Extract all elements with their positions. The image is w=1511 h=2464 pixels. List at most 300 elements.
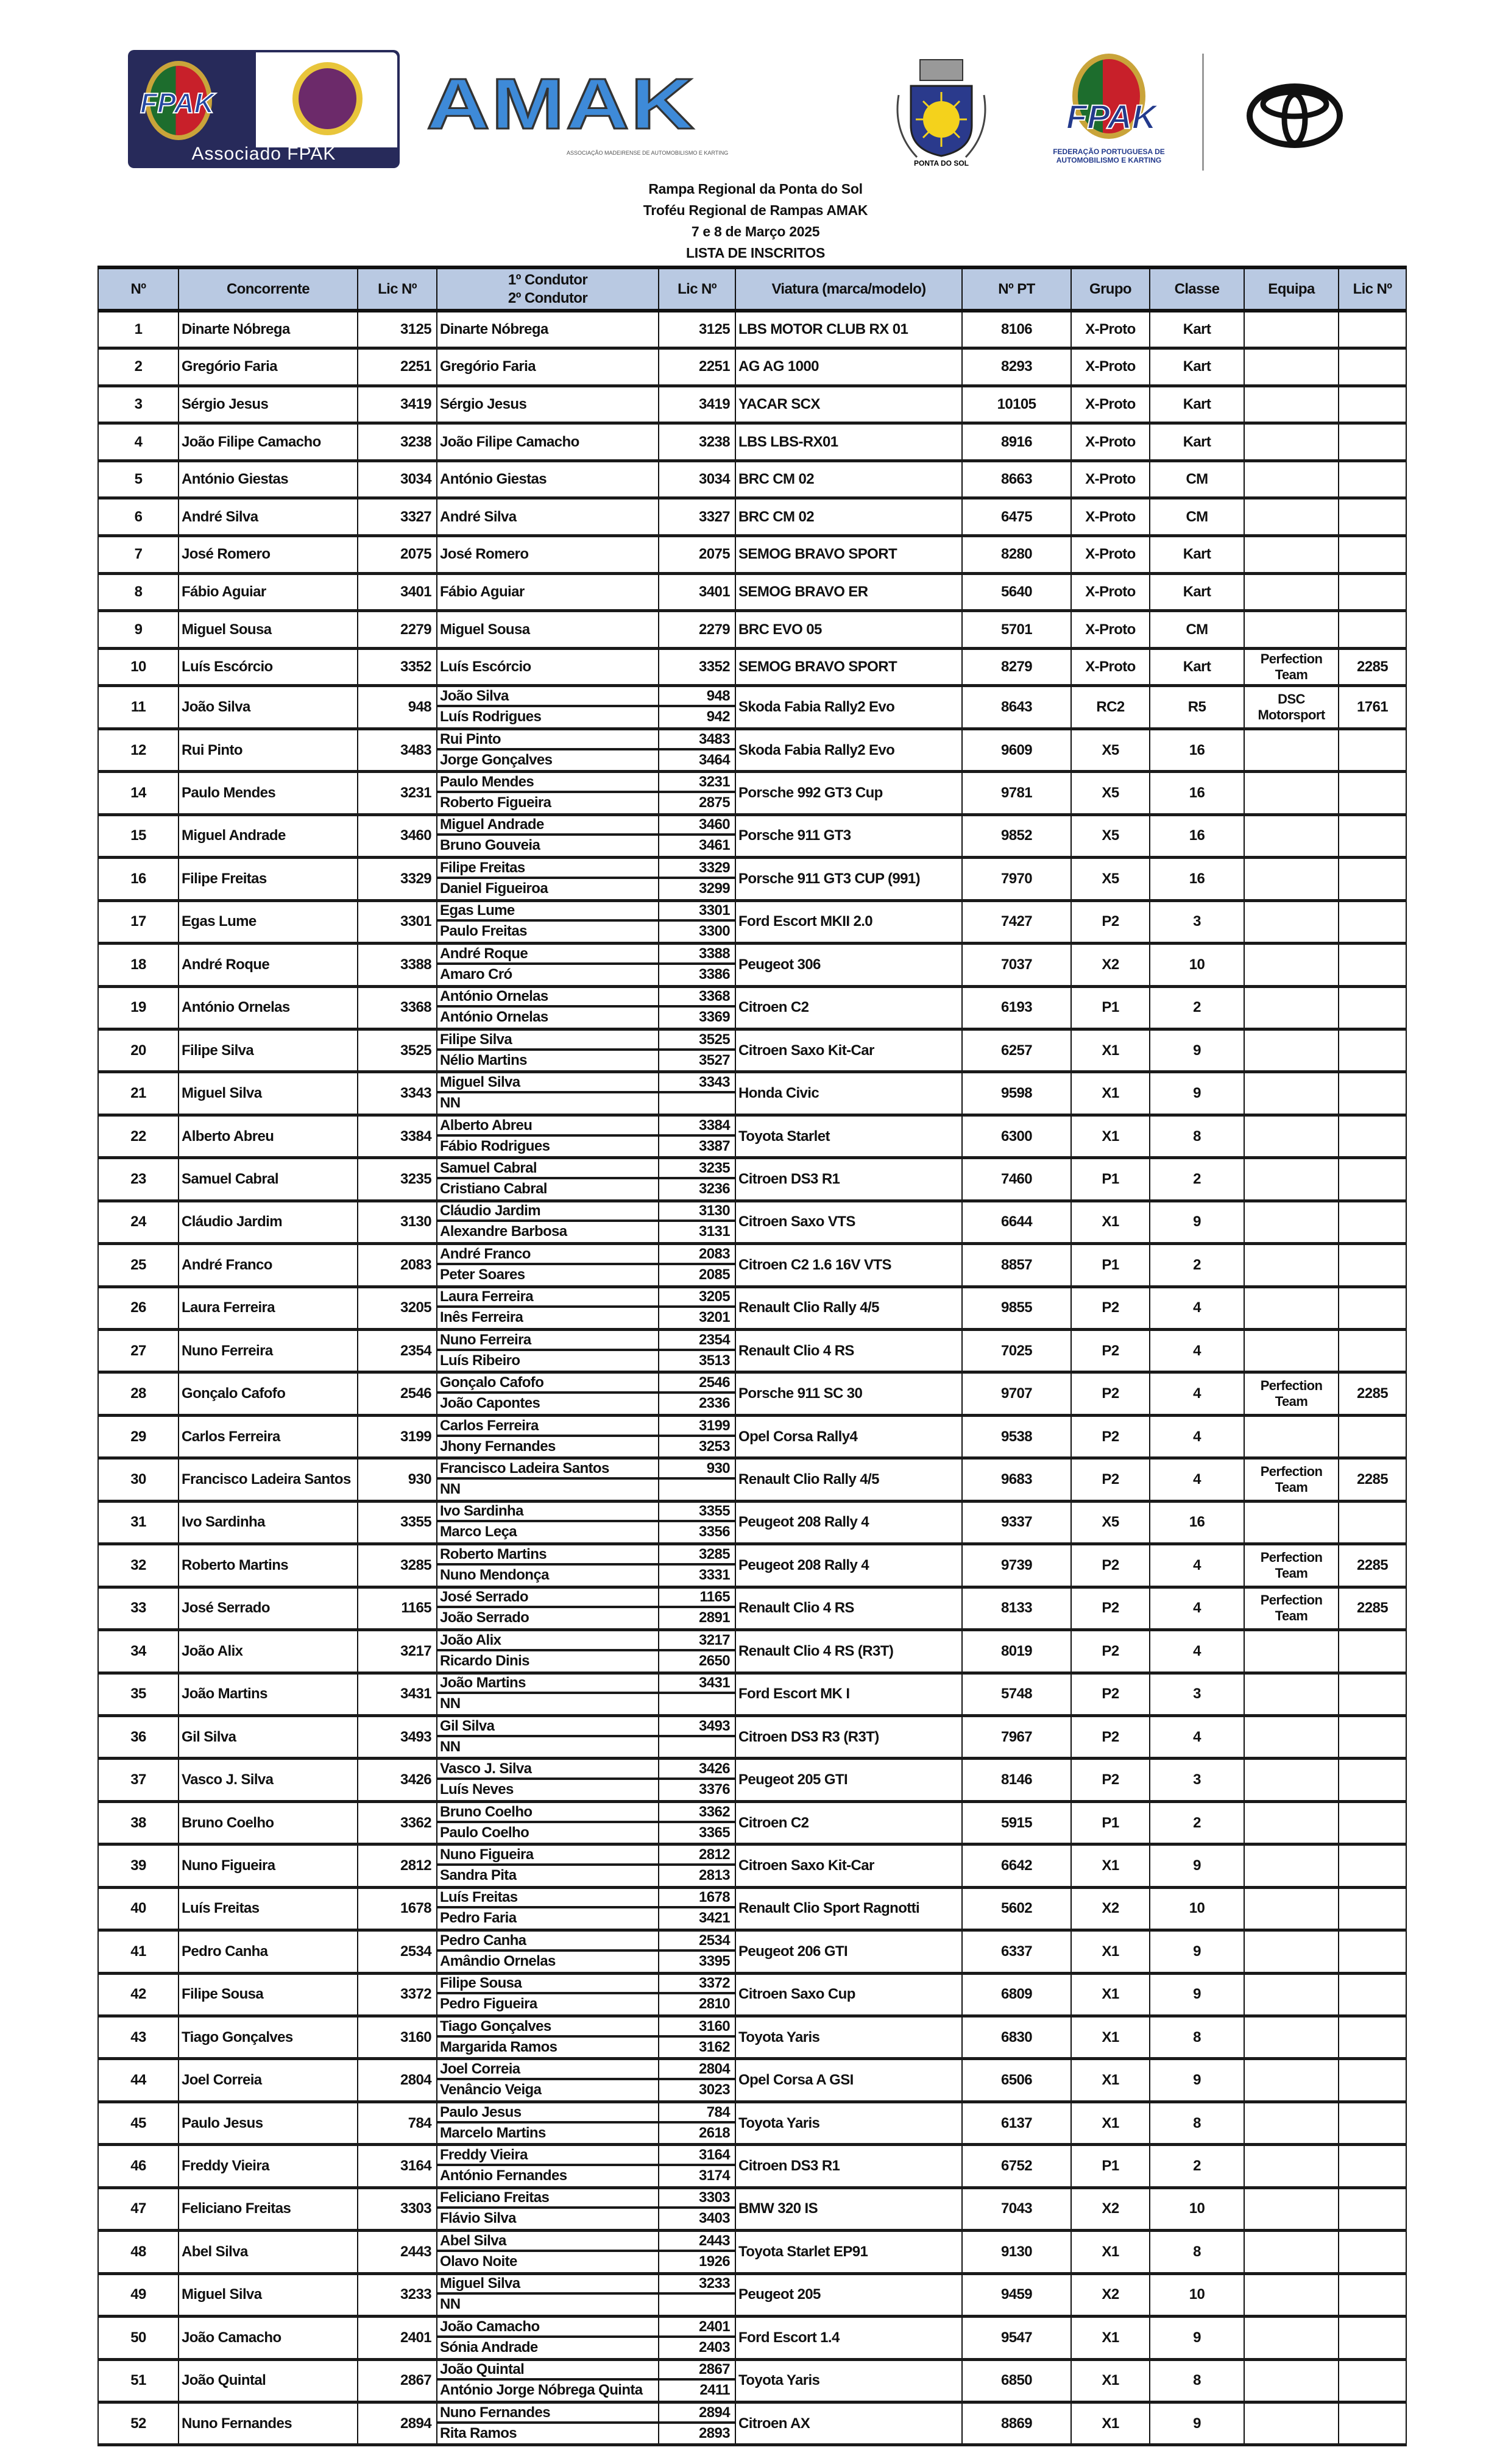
driver-lic: 3199: [659, 1417, 735, 1437]
drivers-cell: [437, 2273, 659, 2316]
driver-lic-cell: [659, 2359, 735, 2402]
grupo: P2: [1071, 900, 1150, 943]
concorrente: Dinarte Nóbrega: [179, 311, 358, 348]
drivers-cell: [437, 2317, 659, 2359]
driver: Filipe Sousa: [437, 1975, 658, 1994]
table-row: [98, 2102, 1406, 2144]
driver: Gregório Faria: [437, 348, 659, 386]
pt-number: 8869: [962, 2402, 1071, 2445]
concorrente-lic: 3329: [358, 858, 437, 900]
equipa: [1244, 386, 1339, 423]
driver: Filipe Freitas: [437, 860, 658, 879]
equipa: [1244, 573, 1339, 611]
pt-number: 7460: [962, 1158, 1071, 1201]
equipa-lic: [1339, 1673, 1406, 1715]
driver-lic-cell: [659, 814, 735, 857]
drivers-cell: [437, 2145, 659, 2187]
concorrente: João Martins: [179, 1673, 358, 1715]
pt-number: 5915: [962, 1801, 1071, 1844]
driver-lic-cell: [659, 2402, 735, 2445]
equipa: [1244, 858, 1339, 900]
viatura: Toyota Starlet: [735, 1115, 962, 1157]
driver2: Inês Ferreira: [440, 1309, 523, 1326]
classe: 8: [1150, 2231, 1244, 2273]
equipa-lic: [1339, 1330, 1406, 1372]
fpak-associado-logo: [128, 50, 400, 168]
driver: José Romero: [437, 536, 659, 574]
driver: João Alix: [437, 1632, 658, 1651]
pt-number: 8280: [962, 536, 1071, 574]
driver2: Venâncio Veiga: [440, 2081, 542, 2099]
driver-lic: 2401: [659, 2318, 735, 2338]
grupo: X-Proto: [1071, 536, 1150, 574]
driver-lic: 3426: [659, 1760, 735, 1780]
equipa-lic: [1339, 1630, 1406, 1673]
grupo: X1: [1071, 2016, 1150, 2059]
drivers-cell: [437, 1415, 659, 1458]
driver: Feliciano Freitas: [437, 2189, 658, 2209]
driver-lic: 3231: [659, 774, 735, 793]
pt-number: 5701: [962, 611, 1071, 649]
grupo: X1: [1071, 1029, 1150, 1071]
viatura: Ford Escort MKII 2.0: [735, 900, 962, 943]
concorrente: Laura Ferreira: [179, 1287, 358, 1329]
driver: António Ornelas: [437, 988, 658, 1008]
driver2-lic: [659, 1694, 735, 1714]
viatura: SEMOG BRAVO SPORT: [735, 648, 962, 686]
grupo: P1: [1071, 986, 1150, 1029]
table-row: [98, 1930, 1406, 1973]
concorrente: Roberto Martins: [179, 1544, 358, 1587]
viatura: Peugeot 205: [735, 2273, 962, 2316]
classe: 16: [1150, 1501, 1244, 1544]
driver: Abel Silva: [437, 2233, 658, 2252]
grupo: P2: [1071, 1544, 1150, 1587]
concorrente: André Franco: [179, 1244, 358, 1287]
equipa-lic: [1339, 311, 1406, 348]
viatura: Citroen C2 1.6 16V VTS: [735, 1244, 962, 1287]
driver2-lic: 3331: [699, 1566, 730, 1583]
driver2: NN: [440, 1695, 461, 1712]
classe: 8: [1150, 1115, 1244, 1157]
concorrente-lic: 2894: [358, 2402, 437, 2445]
equipa: [1244, 1287, 1339, 1329]
equipa-lic: [1339, 1158, 1406, 1201]
concorrente: Tiago Gonçalves: [179, 2016, 358, 2059]
driver-lic: 1165: [659, 1589, 735, 1608]
viatura: Ford Escort 1.4: [735, 2317, 962, 2359]
table-row: [98, 1458, 1406, 1501]
pt-number: 6257: [962, 1029, 1071, 1071]
driver-lic-cell: [659, 1887, 735, 1930]
classe: 2: [1150, 986, 1244, 1029]
table-row: [98, 2402, 1406, 2445]
driver2-lic: 3395: [699, 1952, 730, 1969]
entry-number: 3: [98, 386, 179, 423]
grupo: X-Proto: [1071, 648, 1150, 686]
driver2-lic: 3369: [699, 1009, 730, 1026]
equipa: [1244, 1201, 1339, 1243]
entry-number: 39: [98, 1844, 179, 1887]
driver-lic-cell: [659, 1715, 735, 1758]
driver2-lic: 2403: [699, 2339, 730, 2356]
driver: Cláudio Jardim: [437, 1202, 658, 1222]
entry-number: 14: [98, 772, 179, 814]
pt-number: 9130: [962, 2231, 1071, 2273]
concorrente-lic: 2279: [358, 611, 437, 649]
driver2-lic: 2085: [699, 1266, 730, 1283]
pt-number: 8146: [962, 1759, 1071, 1801]
classe: Kart: [1150, 573, 1244, 611]
concorrente-lic: 2075: [358, 536, 437, 574]
classe: 4: [1150, 1587, 1244, 1629]
concorrente: Egas Lume: [179, 900, 358, 943]
col-concorrente: Concorrente: [179, 267, 358, 311]
equipa: [1244, 1115, 1339, 1157]
pt-number: 6752: [962, 2145, 1071, 2187]
concorrente: Carlos Ferreira: [179, 1415, 358, 1458]
driver2: João Capontes: [440, 1395, 540, 1412]
pt-number: 9855: [962, 1287, 1071, 1329]
driver: André Silva: [437, 498, 659, 536]
concorrente-lic: 3426: [358, 1759, 437, 1801]
classe: Kart: [1150, 386, 1244, 423]
table-row: [98, 2187, 1406, 2230]
concorrente-lic: 3217: [358, 1630, 437, 1673]
driver-lic: 2075: [659, 536, 735, 574]
table-row: [98, 536, 1406, 574]
driver-lic-cell: [659, 2187, 735, 2230]
driver-lic: 2894: [659, 2404, 735, 2424]
pt-number: 8279: [962, 648, 1071, 686]
ponta-do-sol-coat-of-arms: [880, 58, 1002, 168]
viatura: Renault Clio Sport Ragnotti: [735, 1887, 962, 1930]
viatura: YACAR SCX: [735, 386, 962, 423]
table-row: [98, 498, 1406, 536]
drivers-cell: [437, 1501, 659, 1544]
equipa-lic: [1339, 386, 1406, 423]
viatura: Toyota Yaris: [735, 2102, 962, 2144]
concorrente: Gregório Faria: [179, 348, 358, 386]
classe: 2: [1150, 1801, 1244, 1844]
classe: 10: [1150, 1887, 1244, 1930]
driver2-lic: [659, 1093, 735, 1113]
drivers-cell: [437, 2359, 659, 2402]
viatura: Renault Clio 4 RS: [735, 1587, 962, 1629]
equipa-lic: 2285: [1339, 1544, 1406, 1587]
driver-lic-cell: [659, 2102, 735, 2144]
equipa-lic: [1339, 944, 1406, 986]
driver2-lic: 2411: [699, 2382, 730, 2399]
drivers-cell: [437, 1330, 659, 1372]
driver-lic-cell: [659, 772, 735, 814]
driver-lic: 2443: [659, 2233, 735, 2252]
viatura: Renault Clio Rally 4/5: [735, 1287, 962, 1329]
entry-number: 31: [98, 1501, 179, 1544]
pt-number: 6475: [962, 498, 1071, 536]
trophy-title: Troféu Regional de Rampas AMAK: [643, 202, 868, 218]
concorrente-lic: 3034: [358, 461, 437, 498]
table-row: [98, 1501, 1406, 1544]
equipa-lic: [1339, 900, 1406, 943]
drivers-cell: [437, 1372, 659, 1415]
entry-number: 26: [98, 1287, 179, 1329]
table-row: [98, 1973, 1406, 2016]
viatura: Citroen Saxo Kit-Car: [735, 1844, 962, 1887]
driver: Vasco J. Silva: [437, 1760, 658, 1780]
entry-number: 38: [98, 1801, 179, 1844]
driver2: Marcelo Martins: [440, 2124, 546, 2141]
entry-number: 28: [98, 1372, 179, 1415]
driver2: António Ornelas: [440, 1009, 548, 1026]
pt-number: 8643: [962, 686, 1071, 729]
driver: Fábio Aguiar: [437, 573, 659, 611]
concorrente: Pedro Canha: [179, 1930, 358, 1973]
concorrente: Vasco J. Silva: [179, 1759, 358, 1801]
drivers-cell: [437, 772, 659, 814]
concorrente: António Giestas: [179, 461, 358, 498]
driver: Francisco Ladeira Santos: [437, 1460, 658, 1480]
driver: Rui Pinto: [437, 731, 658, 750]
driver: Pedro Canha: [437, 1932, 658, 1952]
driver2-lic: 3403: [699, 2210, 730, 2227]
equipa: [1244, 772, 1339, 814]
table-row: [98, 1244, 1406, 1287]
driver: Luís Escórcio: [437, 648, 659, 686]
classe: 16: [1150, 814, 1244, 857]
drivers-cell: [437, 1458, 659, 1501]
table-row: [98, 1158, 1406, 1201]
driver2-lic: 2650: [699, 1652, 730, 1669]
driver: Egas Lume: [437, 902, 658, 922]
drivers-cell: [437, 1930, 659, 1973]
viatura: Skoda Fabia Rally2 Evo: [735, 729, 962, 771]
drivers-cell: [437, 686, 659, 729]
driver-lic-cell: [659, 900, 735, 943]
concorrente-lic: 3483: [358, 729, 437, 771]
entry-number: 42: [98, 1973, 179, 2016]
concorrente-lic: 3235: [358, 1158, 437, 1201]
drivers-cell: [437, 814, 659, 857]
fpak-mark: FPAK: [1066, 97, 1157, 136]
classe: 9: [1150, 2402, 1244, 2445]
driver-lic: 3164: [659, 2147, 735, 2166]
driver-lic-cell: [659, 2059, 735, 2102]
equipa: [1244, 1501, 1339, 1544]
driver-lic: 3303: [659, 2189, 735, 2209]
pt-number: 9739: [962, 1544, 1071, 1587]
classe: 4: [1150, 1287, 1244, 1329]
grupo: X1: [1071, 2102, 1150, 2144]
concorrente-lic: 2867: [358, 2359, 437, 2402]
concorrente: Nuno Ferreira: [179, 1330, 358, 1372]
driver2: Luís Rodrigues: [440, 708, 542, 725]
driver-lic-cell: [659, 986, 735, 1029]
drivers-cell: [437, 1115, 659, 1157]
grupo: X2: [1071, 2187, 1150, 2230]
table-row: [98, 2273, 1406, 2316]
driver: Dinarte Nóbrega: [437, 311, 659, 348]
viatura: BRC CM 02: [735, 498, 962, 536]
viatura: Citroen AX: [735, 2402, 962, 2445]
driver-lic: 2279: [659, 611, 735, 649]
equipa-lic: 2285: [1339, 1458, 1406, 1501]
driver: Gonçalo Cafofo: [437, 1374, 658, 1394]
entry-number: 30: [98, 1458, 179, 1501]
concorrente: José Romero: [179, 536, 358, 574]
driver2-lic: 3513: [699, 1352, 730, 1369]
pt-number: 7025: [962, 1330, 1071, 1372]
table-row: [98, 386, 1406, 423]
col-lic-equipa: Lic Nº: [1339, 267, 1406, 311]
driver-lic: 784: [659, 2104, 735, 2123]
concorrente: Filipe Silva: [179, 1029, 358, 1071]
pt-number: 9538: [962, 1415, 1071, 1458]
driver-lic-cell: [659, 1287, 735, 1329]
entry-number: 50: [98, 2317, 179, 2359]
driver: Nuno Ferreira: [437, 1332, 658, 1351]
driver-lic: 3493: [659, 1718, 735, 1737]
grupo: P1: [1071, 1158, 1150, 1201]
concorrente-lic: 3493: [358, 1715, 437, 1758]
driver-lic-cell: [659, 1244, 735, 1287]
equipa-lic: [1339, 772, 1406, 814]
driver-lic-cell: [659, 2231, 735, 2273]
classe: 9: [1150, 1973, 1244, 2016]
pt-number: 9683: [962, 1458, 1071, 1501]
concorrente-lic: 2534: [358, 1930, 437, 1973]
driver-lic: 3235: [659, 1160, 735, 1179]
driver2: António Fernandes: [440, 2167, 567, 2184]
driver-lic-cell: [659, 1415, 735, 1458]
driver: Roberto Martins: [437, 1546, 658, 1566]
concorrente: Filipe Freitas: [179, 858, 358, 900]
drivers-cell: [437, 2402, 659, 2445]
fpak-mark: FPAK: [140, 87, 214, 119]
col-grupo: Grupo: [1071, 267, 1150, 311]
driver2-lic: 3376: [699, 1781, 730, 1798]
driver-lic: 2534: [659, 1932, 735, 1952]
driver-lic-cell: [659, 858, 735, 900]
driver2: Jhony Fernandes: [440, 1438, 556, 1455]
drivers-cell: [437, 729, 659, 771]
pt-number: 7037: [962, 944, 1071, 986]
classe: Kart: [1150, 311, 1244, 348]
driver2: Bruno Gouveia: [440, 837, 540, 854]
pt-number: 8663: [962, 461, 1071, 498]
concorrente-lic: 930: [358, 1458, 437, 1501]
driver-lic: 2812: [659, 1846, 735, 1866]
viatura: Renault Clio 4 RS (R3T): [735, 1630, 962, 1673]
concorrente: Feliciano Freitas: [179, 2187, 358, 2230]
concorrente: Miguel Andrade: [179, 814, 358, 857]
driver: Paulo Jesus: [437, 2104, 658, 2123]
driver-lic-cell: [659, 1630, 735, 1673]
concorrente: João Alix: [179, 1630, 358, 1673]
equipa-lic: [1339, 2231, 1406, 2273]
driver-lic-cell: [659, 1029, 735, 1071]
concorrente: André Roque: [179, 944, 358, 986]
ponta-do-sol-label: PONTA DO SOL: [914, 159, 969, 168]
concorrente-lic: 2401: [358, 2317, 437, 2359]
drivers-cell: [437, 1801, 659, 1844]
driver: Miguel Sousa: [437, 611, 659, 649]
driver2: Peter Soares: [440, 1266, 525, 1283]
entry-number: 33: [98, 1587, 179, 1629]
drivers-cell: [437, 944, 659, 986]
concorrente: Nuno Figueira: [179, 1844, 358, 1887]
driver: Carlos Ferreira: [437, 1417, 658, 1437]
pt-number: 6137: [962, 2102, 1071, 2144]
entry-number: 29: [98, 1415, 179, 1458]
concorrente-lic: 3160: [358, 2016, 437, 2059]
col-classe: Classe: [1150, 267, 1244, 311]
table-row: [98, 1072, 1406, 1115]
drivers-cell: [437, 1244, 659, 1287]
viatura: Citroen C2: [735, 986, 962, 1029]
classe: 16: [1150, 772, 1244, 814]
driver-lic: 3301: [659, 902, 735, 922]
viatura: SEMOG BRAVO ER: [735, 573, 962, 611]
grupo: X5: [1071, 772, 1150, 814]
grupo: X5: [1071, 858, 1150, 900]
classe: 16: [1150, 858, 1244, 900]
concorrente: Nuno Fernandes: [179, 2402, 358, 2445]
entry-number: 15: [98, 814, 179, 857]
viatura: AG AG 1000: [735, 348, 962, 386]
grupo: X1: [1071, 2359, 1150, 2402]
amak-lettering: AMAK: [426, 68, 696, 140]
driver2: Alexandre Barbosa: [440, 1223, 567, 1240]
driver-lic-cell: [659, 944, 735, 986]
driver-lic: 948: [659, 688, 735, 707]
concorrente: Bruno Coelho: [179, 1801, 358, 1844]
equipa-lic: [1339, 2102, 1406, 2144]
equipa-lic: [1339, 2145, 1406, 2187]
classe: 16: [1150, 729, 1244, 771]
driver-lic-cell: [659, 686, 735, 729]
driver2: Margarida Ramos: [440, 2038, 557, 2055]
pt-number: 8133: [962, 1587, 1071, 1629]
concorrente: Gil Silva: [179, 1715, 358, 1758]
grupo: X-Proto: [1071, 423, 1150, 461]
driver2-lic: 3527: [699, 1051, 730, 1068]
concorrente-lic: 3388: [358, 944, 437, 986]
viatura: BRC CM 02: [735, 461, 962, 498]
driver-lic: 3233: [659, 2275, 735, 2295]
driver2-lic: 3131: [699, 1223, 730, 1240]
driver-lic-cell: [659, 1673, 735, 1715]
concorrente: Sérgio Jesus: [179, 386, 358, 423]
pt-number: 6644: [962, 1201, 1071, 1243]
viatura: Opel Corsa A GSI: [735, 2059, 962, 2102]
equipa-lic: [1339, 348, 1406, 386]
equipa-lic: 2285: [1339, 1372, 1406, 1415]
viatura: Peugeot 205 GTI: [735, 1759, 962, 1801]
driver2: Fábio Rodrigues: [440, 1137, 550, 1154]
concorrente: Paulo Mendes: [179, 772, 358, 814]
entry-number: 49: [98, 2273, 179, 2316]
grupo: X-Proto: [1071, 573, 1150, 611]
pt-number: 9547: [962, 2317, 1071, 2359]
entry-number: 21: [98, 1072, 179, 1115]
driver: João Martins: [437, 1675, 658, 1694]
concorrente-lic: 3285: [358, 1544, 437, 1587]
viatura: Peugeot 208 Rally 4: [735, 1544, 962, 1587]
table-row: [98, 1630, 1406, 1673]
driver-lic: 3401: [659, 573, 735, 611]
equipa-lic: [1339, 2273, 1406, 2316]
